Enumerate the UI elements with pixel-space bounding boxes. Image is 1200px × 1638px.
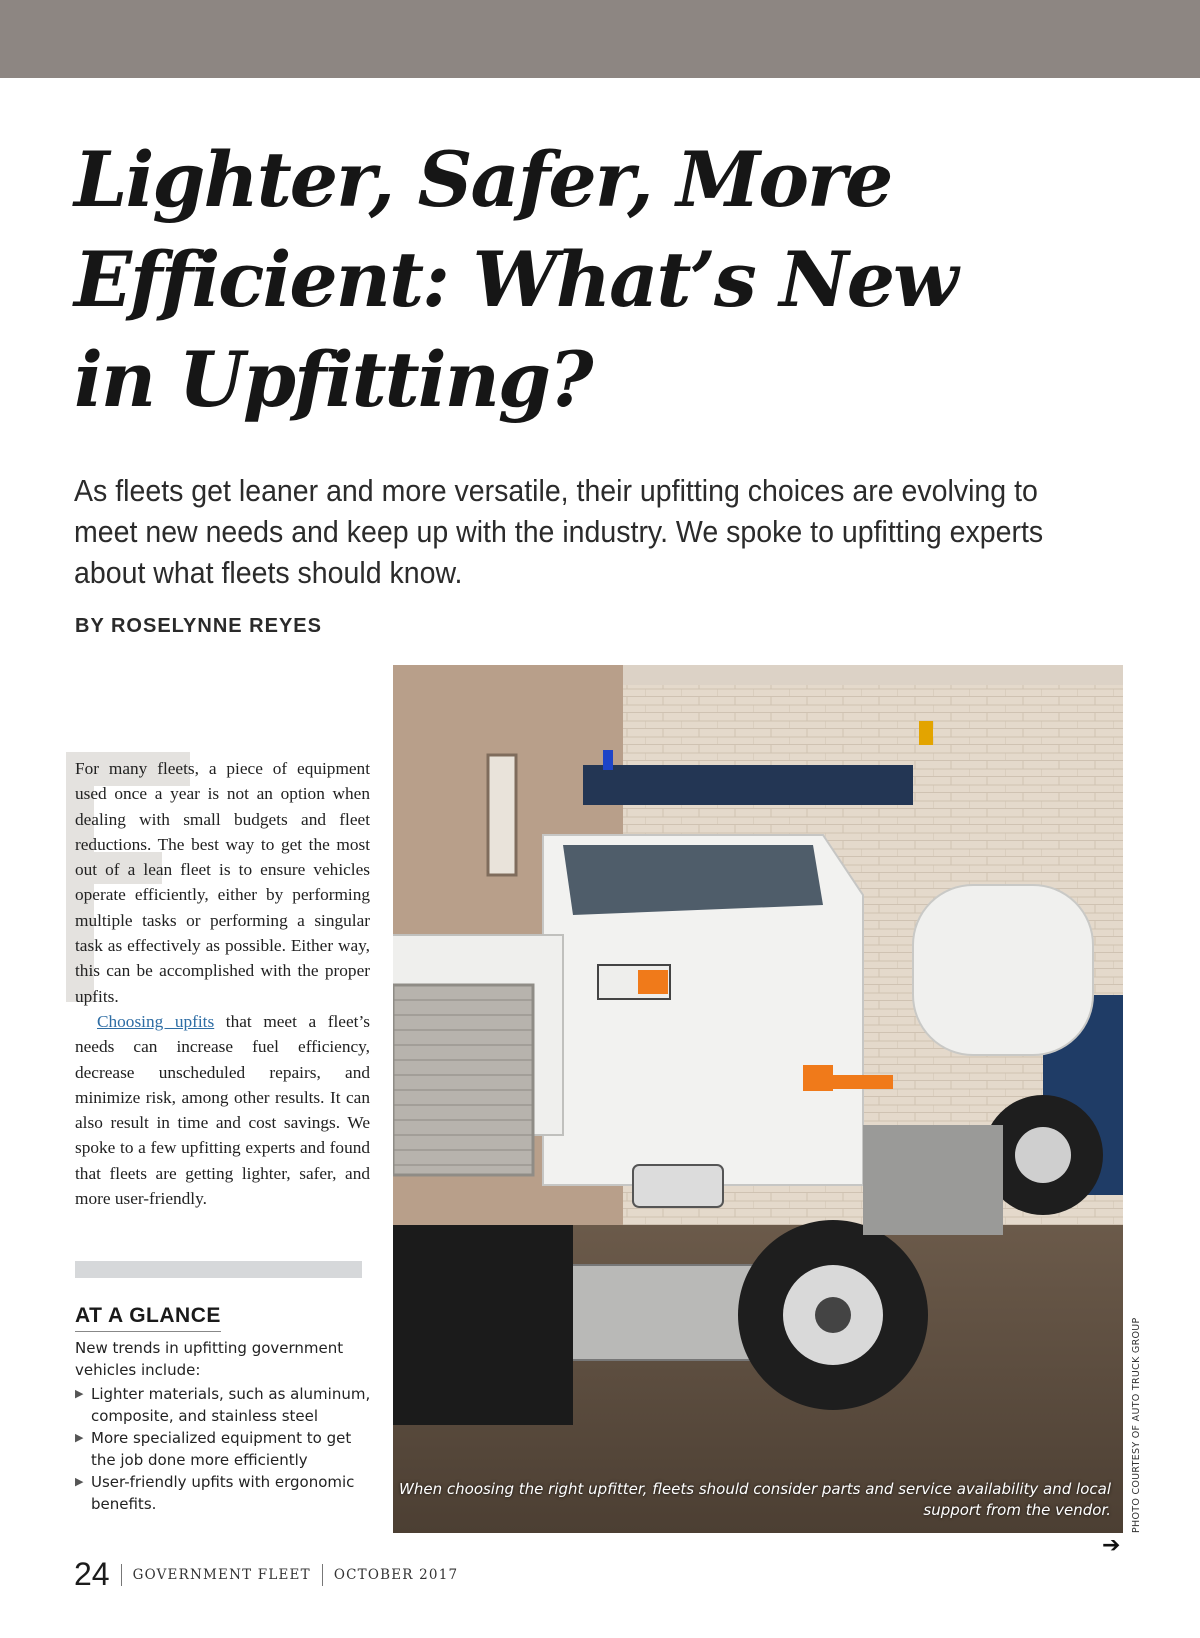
choosing-upfits-link[interactable]: Choosing upfits bbox=[97, 1011, 215, 1031]
at-a-glance-list bbox=[75, 1383, 375, 1515]
article-title bbox=[74, 130, 1154, 430]
body-paragraph bbox=[75, 1009, 370, 1211]
article-deck: As fleets get leaner and more versatile, their upfitting choices are evolving to meet new needs and keep up with the industry. We spoke to upfitting experts about what fleets should know. bbox=[74, 473, 1044, 590]
triangle-bullet-icon: ▶ bbox=[75, 1387, 84, 1400]
sidebar-divider-bar bbox=[75, 1261, 362, 1278]
photo-credit-text: PHOTO COURTESY OF AUTO TRUCK GROUP bbox=[1131, 1317, 1142, 1533]
truck-photo bbox=[393, 665, 1123, 1533]
triangle-bullet-icon: ▶ bbox=[75, 1431, 84, 1444]
at-a-glance-intro: New trends in upfitting government vehicles include: bbox=[75, 1339, 344, 1379]
list-item-text: More specialized equipment to get the job done more efficiently bbox=[91, 1429, 352, 1469]
list-item-text: Lighter materials, such as aluminum, composite, and stainless steel bbox=[91, 1385, 371, 1425]
publication-name: GOVERNMENT FLEET bbox=[132, 1566, 311, 1583]
footer-divider bbox=[322, 1564, 323, 1586]
list-item bbox=[75, 1383, 375, 1427]
list-item-text: User-friendly upfits with ergonomic benefits. bbox=[91, 1473, 355, 1513]
photo-caption: When choosing the right upfitter, fleets should consider parts and service availability and local support from the vendor. bbox=[399, 1480, 1111, 1519]
top-color-band bbox=[0, 0, 1200, 78]
at-a-glance-heading: AT A GLANCE bbox=[75, 1304, 221, 1332]
body-paragraph-text: that meet a fleet’s needs can increase fuel efficiency, decrease unscheduled repairs, and minimize risk, among other results. It can also result in time and cost savings. We spoke to a few upfitting experts and found that fleets are getting lighter, safer, and more user-friendly. bbox=[75, 1011, 370, 1209]
issue-date: OCTOBER 2017 bbox=[333, 1566, 459, 1583]
body-paragraph: For many fleets, a piece of equipment used once a year is not an option when dealing with small budgets and fleet reductions. The best way to get the most out of a lean fleet is to ensure vehicles operate efficiently, either by performing multiple tasks or performing a singular task as effectively as possible. Either way, this can be accomplished with the proper upfits. bbox=[75, 759, 370, 1006]
white-dump-truck-illustration bbox=[393, 665, 1123, 1533]
byline: BY ROSELYNNE REYES bbox=[75, 615, 322, 637]
footer-divider bbox=[121, 1564, 122, 1586]
list-item bbox=[75, 1427, 375, 1471]
title-line: in Upfitting? bbox=[74, 335, 592, 424]
triangle-bullet-icon: ▶ bbox=[75, 1475, 84, 1488]
list-item bbox=[75, 1471, 375, 1515]
photo-credit bbox=[1131, 1317, 1142, 1534]
title-line: Lighter, Safer, More bbox=[74, 135, 892, 224]
continue-arrow-icon: ➔ bbox=[1102, 1533, 1121, 1558]
page-number: 24 bbox=[74, 1556, 110, 1592]
article-body bbox=[75, 756, 370, 1211]
title-line: Efficient: What’s New bbox=[74, 235, 957, 324]
page-footer bbox=[74, 1556, 458, 1593]
